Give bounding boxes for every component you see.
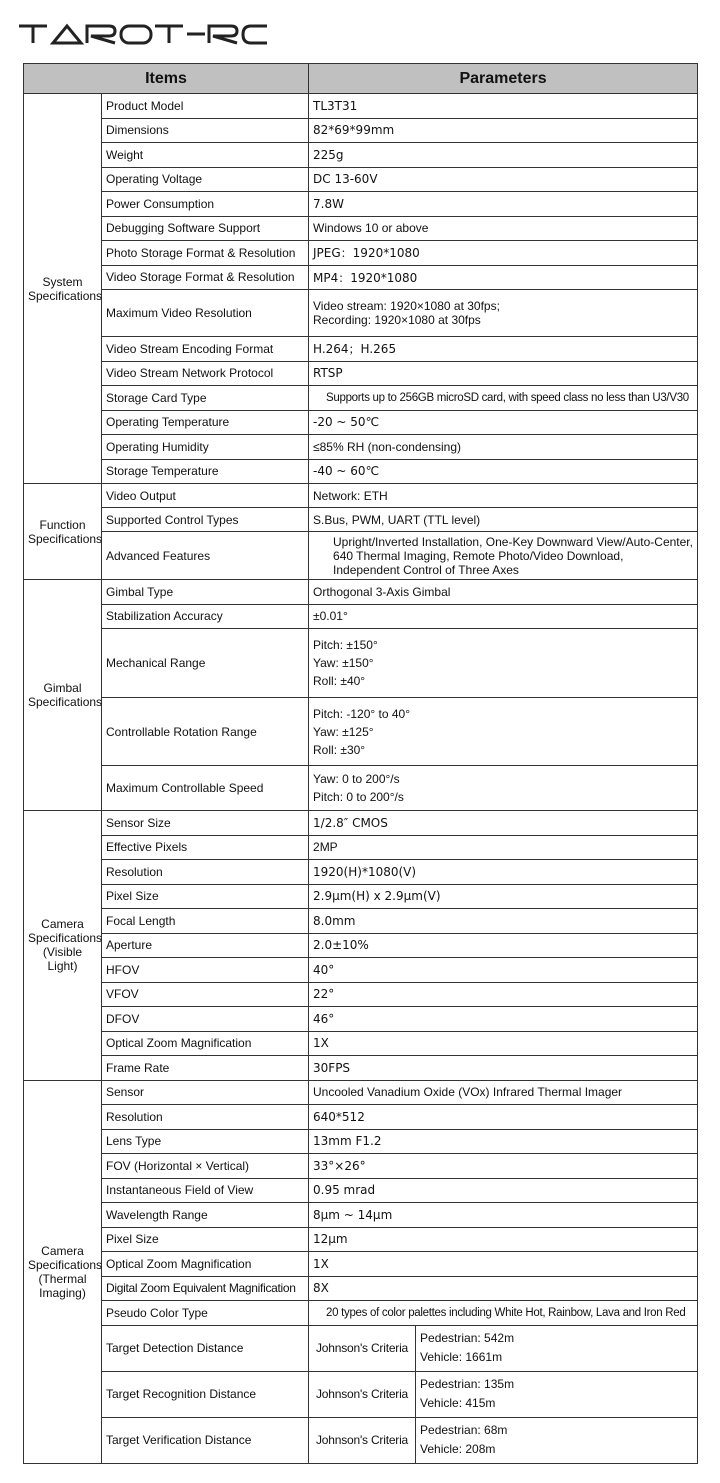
item-value: ≤85% RH (non-condensing): [309, 435, 698, 460]
item-label: Video Output: [102, 484, 309, 508]
item-value: 82*69*99mm: [309, 118, 698, 143]
section-gimbal-specifications: [24, 580, 102, 811]
table-row: [24, 1129, 698, 1154]
section-title-line: Camera: [41, 1243, 84, 1258]
item-label: Resolution: [102, 1105, 309, 1130]
logo-wordmark-icon: [17, 20, 267, 48]
specifications-table: [23, 63, 698, 1464]
item-value: [416, 1325, 698, 1371]
item-label: Advanced Features: [102, 532, 309, 580]
item-label: Optical Zoom Magnification: [102, 1252, 309, 1277]
item-label: VFOV: [102, 982, 309, 1007]
criteria-cell: Johnson's Criteria: [309, 1325, 416, 1371]
section-title-line: (Thermal: [38, 1271, 87, 1286]
item-label: Storage Temperature: [102, 459, 309, 484]
item-value: 8.0mm: [309, 909, 698, 934]
item-label: Pixel Size: [102, 884, 309, 909]
section-title-line: Function: [39, 517, 86, 532]
item-value: 2.0±10%: [309, 933, 698, 958]
item-value: [416, 1417, 698, 1463]
item-label: Operating Temperature: [102, 410, 309, 435]
value-line: Roll: ±30°: [313, 742, 366, 757]
value-line: Yaw: ±125°: [313, 724, 374, 739]
item-value: Network: ETH: [309, 484, 698, 508]
item-value: DC 13-60V: [309, 167, 698, 192]
item-label: Operating Voltage: [102, 167, 309, 192]
item-label: Frame Rate: [102, 1056, 309, 1081]
item-label: Video Storage Format & Resolution: [102, 265, 309, 290]
item-label: Operating Humidity: [102, 435, 309, 460]
item-label: DFOV: [102, 1007, 309, 1032]
item-label: Target Recognition Distance: [102, 1371, 309, 1417]
item-value: H.264；H.265: [309, 337, 698, 362]
table-row: [24, 1325, 698, 1371]
item-label: Pixel Size: [102, 1227, 309, 1252]
item-value: ±0.01°: [309, 604, 698, 629]
table-row: [24, 167, 698, 192]
item-value: 2MP: [309, 835, 698, 860]
table-row: [24, 884, 698, 909]
item-value: 1920(H)*1080(V): [309, 860, 698, 885]
item-label: Lens Type: [102, 1129, 309, 1154]
item-value: Supports up to 256GB microSD card, with speed class no less than U3/V30: [309, 386, 698, 411]
table-row: [24, 143, 698, 168]
item-value: 2.9μm(H) x 2.9μm(V): [309, 884, 698, 909]
item-value: 22°: [309, 982, 698, 1007]
item-label: Optical Zoom Magnification: [102, 1031, 309, 1056]
item-label: Dimensions: [102, 118, 309, 143]
table-row: [24, 1227, 698, 1252]
item-label: Instantaneous Field of View: [102, 1178, 309, 1203]
criteria-cell: Johnson's Criteria: [309, 1417, 416, 1463]
item-label: Debugging Software Support: [102, 216, 309, 241]
item-value: 20 types of color palettes including White Hot, Rainbow, Lava and Iron Red: [309, 1301, 698, 1326]
item-value: 225g: [309, 143, 698, 168]
item-value: JPEG：1920*1080: [309, 241, 698, 266]
section-title-line: Imaging): [39, 1285, 86, 1300]
item-value: 1X: [309, 1031, 698, 1056]
section-function-specifications: [24, 484, 102, 580]
table-row: [24, 192, 698, 217]
value-line: Pedestrian: 68m: [420, 1423, 508, 1437]
header-items: Items: [24, 64, 309, 94]
item-label: Aperture: [102, 933, 309, 958]
table-row: [24, 410, 698, 435]
item-value: [309, 698, 698, 766]
item-label: Stabilization Accuracy: [102, 604, 309, 629]
value-line: Vehicle: 415m: [420, 1396, 496, 1410]
item-value: Windows 10 or above: [309, 216, 698, 241]
item-value: 13mm F1.2: [309, 1129, 698, 1154]
table-row: [24, 604, 698, 629]
value-line: Pedestrian: 542m: [420, 1331, 515, 1345]
item-label: Digital Zoom Equivalent Magnification: [102, 1276, 309, 1301]
item-label: Sensor: [102, 1080, 309, 1105]
table-row: [24, 241, 698, 266]
value-line: Yaw: ±150°: [313, 656, 374, 670]
item-label: Video Stream Encoding Format: [102, 337, 309, 362]
item-value: Uncooled Vanadium Oxide (VOx) Infrared Thermal Imager: [309, 1080, 698, 1105]
item-value: [309, 629, 698, 698]
section-title-line: Specifications: [28, 288, 103, 303]
item-value: 33°×26°: [309, 1154, 698, 1179]
table-row: [24, 290, 698, 337]
table-row: [24, 386, 698, 411]
item-value: TL3T31: [309, 94, 698, 119]
table-row: [24, 459, 698, 484]
table-row: [24, 1154, 698, 1179]
item-value: 8X: [309, 1276, 698, 1301]
table-row: [24, 1252, 698, 1277]
section-title-line: Specifications: [28, 695, 103, 709]
item-value: [416, 1371, 698, 1417]
item-value: 0.95 mrad: [309, 1178, 698, 1203]
item-label: Sensor Size: [102, 811, 309, 836]
item-label: FOV (Horizontal × Vertical): [102, 1154, 309, 1179]
table-row: [24, 1007, 698, 1032]
table-row: [24, 860, 698, 885]
table-row: [24, 1203, 698, 1228]
item-label: Storage Card Type: [102, 386, 309, 411]
item-value: 8μm ~ 14μm: [309, 1203, 698, 1228]
table-row: [24, 361, 698, 386]
section-camera-thermal-imaging: [24, 1080, 102, 1463]
item-label: Controllable Rotation Range: [102, 698, 309, 766]
item-label: Supported Control Types: [102, 508, 309, 532]
table-row: [24, 94, 698, 119]
table-row: [24, 766, 698, 811]
item-value: RTSP: [309, 361, 698, 386]
table-row: [24, 337, 698, 362]
item-value: 12μm: [309, 1227, 698, 1252]
value-line: Video stream: 1920×1080 at 30fps;: [313, 299, 500, 313]
value-line: Pitch: ±150°: [313, 638, 378, 652]
item-label: Power Consumption: [102, 192, 309, 217]
item-label: Wavelength Range: [102, 1203, 309, 1228]
table-row: [24, 216, 698, 241]
section-title-line: (Visible Light): [42, 945, 83, 974]
value-line: Independent Control of Three Axes: [333, 562, 519, 577]
section-title-line: Specifications: [28, 1257, 103, 1272]
table-row: [24, 1178, 698, 1203]
section-title-line: Camera: [41, 917, 84, 932]
section-title-line: Specifications: [28, 531, 103, 546]
section-title-line: Specifications: [28, 931, 103, 946]
item-value: 46°: [309, 1007, 698, 1032]
table-row: [24, 909, 698, 934]
item-value: S.Bus, PWM, UART (TTL level): [309, 508, 698, 532]
table-row: [24, 435, 698, 460]
table-row: [24, 1080, 698, 1105]
item-label: HFOV: [102, 958, 309, 983]
item-label: Product Model: [102, 94, 309, 119]
table-row: [24, 1301, 698, 1326]
criteria-cell: Johnson's Criteria: [309, 1371, 416, 1417]
table-row: [24, 958, 698, 983]
tarot-rc-logo: [17, 20, 267, 48]
item-label: Mechanical Range: [102, 629, 309, 698]
item-value: -40 ~ 60℃: [309, 459, 698, 484]
header-parameters: Parameters: [309, 64, 698, 94]
section-title-line: System: [42, 274, 83, 289]
item-value: [309, 290, 698, 337]
value-line: Recording: 1920×1080 at 30fps: [313, 313, 481, 327]
table-row: [24, 933, 698, 958]
table-row: [24, 982, 698, 1007]
item-label: Maximum Video Resolution: [102, 290, 309, 337]
item-label: Focal Length: [102, 909, 309, 934]
item-label: Gimbal Type: [102, 580, 309, 605]
item-label: Effective Pixels: [102, 835, 309, 860]
table-row: [24, 265, 698, 290]
value-line: Upright/Inverted Installation, One-Key Downward View/Auto-Center,: [333, 534, 693, 549]
value-line: Vehicle: 1661m: [420, 1350, 503, 1364]
table-row: [24, 580, 698, 605]
table-row: [24, 532, 698, 580]
item-value: -20 ~ 50℃: [309, 410, 698, 435]
table-header-row: [24, 64, 698, 94]
item-value: 40°: [309, 958, 698, 983]
table-row: [24, 1371, 698, 1417]
table-row: [24, 1056, 698, 1081]
item-value: [309, 766, 698, 811]
value-line: Yaw: 0 to 200°/s: [313, 772, 400, 786]
value-line: Roll: ±40°: [313, 674, 366, 688]
item-label: Pseudo Color Type: [102, 1301, 309, 1326]
section-system-specifications: [24, 94, 102, 484]
table-row: [24, 1417, 698, 1463]
item-value: 30FPS: [309, 1056, 698, 1081]
table-row: [24, 698, 698, 766]
section-title-line: Gimbal: [43, 681, 82, 695]
value-line: Pedestrian: 135m: [420, 1377, 515, 1391]
value-line: 640 Thermal Imaging, Remote Photo/Video Download,: [333, 548, 624, 563]
table-row: [24, 629, 698, 698]
item-value: 640*512: [309, 1105, 698, 1130]
item-value: 7.8W: [309, 192, 698, 217]
item-label: Resolution: [102, 860, 309, 885]
table-row: [24, 118, 698, 143]
table-row: [24, 484, 698, 508]
table-row: [24, 508, 698, 532]
item-label: Maximum Controllable Speed: [102, 766, 309, 811]
item-label: Target Verification Distance: [102, 1417, 309, 1463]
item-value: [309, 532, 698, 580]
item-value: 1X: [309, 1252, 698, 1277]
section-camera-visible-light: [24, 811, 102, 1081]
value-line: Pitch: 0 to 200°/s: [313, 790, 404, 804]
item-value: MP4：1920*1080: [309, 265, 698, 290]
item-label: Photo Storage Format & Resolution: [102, 241, 309, 266]
table-row: [24, 811, 698, 836]
table-row: [24, 1276, 698, 1301]
table-row: [24, 1031, 698, 1056]
item-label: Video Stream Network Protocol: [102, 361, 309, 386]
item-value: 1/2.8″ CMOS: [309, 811, 698, 836]
value-line: Vehicle: 208m: [420, 1442, 496, 1456]
item-value: Orthogonal 3-Axis Gimbal: [309, 580, 698, 605]
table-row: [24, 1105, 698, 1130]
item-label: Target Detection Distance: [102, 1325, 309, 1371]
item-label: Weight: [102, 143, 309, 168]
value-line: Pitch: -120° to 40°: [313, 706, 410, 721]
table-row: [24, 835, 698, 860]
